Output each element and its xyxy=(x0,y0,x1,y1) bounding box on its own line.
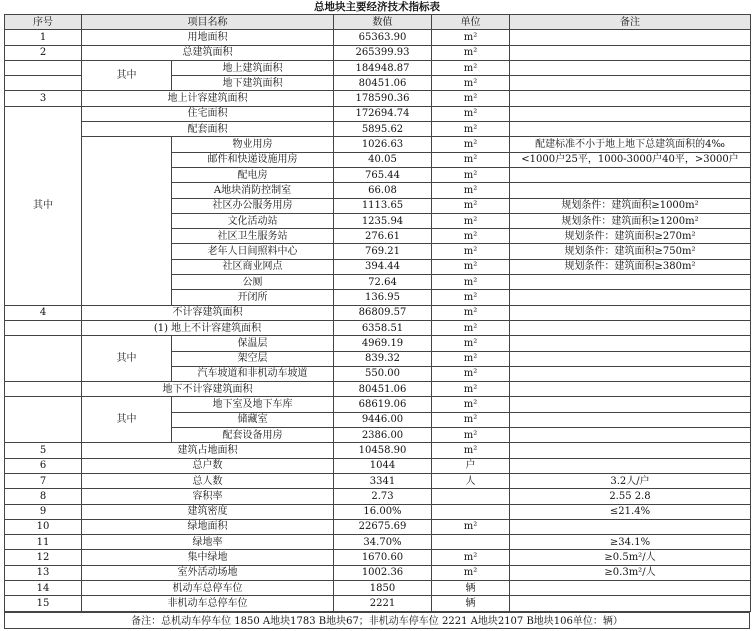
table-row xyxy=(5,382,751,397)
row-unit: m² xyxy=(432,443,510,458)
row-value: 10458.90 xyxy=(334,443,432,458)
row-name: A地块消防控制室 xyxy=(172,183,334,198)
table-row xyxy=(5,504,751,519)
row-unit xyxy=(432,489,510,504)
row-no: 15 xyxy=(5,596,82,611)
row-name: 建筑占地面积 xyxy=(82,443,334,458)
table-row xyxy=(5,596,751,611)
row-value: 68619.06 xyxy=(334,397,432,412)
row-no: 7 xyxy=(5,473,82,488)
row-note xyxy=(510,275,751,290)
row-value: 769.21 xyxy=(334,244,432,259)
row-note: ≤21.4% xyxy=(510,504,751,519)
table-row xyxy=(5,122,751,137)
row-value: 6358.51 xyxy=(334,320,432,335)
row-name: 开闭所 xyxy=(172,290,334,305)
row-unit: m² xyxy=(432,60,510,75)
row-no xyxy=(5,320,82,335)
row-unit: m² xyxy=(432,412,510,427)
sub-label: 其中 xyxy=(82,60,172,91)
row-name: 室外活动场地 xyxy=(82,565,334,580)
row-name: 邮件和快递设施用房 xyxy=(172,152,334,167)
row-no: 6 xyxy=(5,458,82,473)
row-unit: m² xyxy=(432,320,510,335)
table-row xyxy=(5,45,751,60)
row-value: 839.32 xyxy=(334,351,432,366)
row-no: 10 xyxy=(5,519,82,534)
row-value: 72.64 xyxy=(334,275,432,290)
table-row xyxy=(5,305,751,320)
row-note xyxy=(510,106,751,121)
row-value: 184948.87 xyxy=(334,60,432,75)
table-row xyxy=(5,565,751,580)
row-note xyxy=(510,366,751,381)
row-value: 1850 xyxy=(334,580,432,595)
row-note: ≥0.5m²/人 xyxy=(510,550,751,565)
row-name: 社区卫生服务站 xyxy=(172,229,334,244)
row-name: 社区办公服务用房 xyxy=(172,198,334,213)
row-unit: m² xyxy=(432,382,510,397)
row-unit: m² xyxy=(432,152,510,167)
row-note: 配建标准不小于地上地下总建筑面积的4‰ xyxy=(510,137,751,152)
row-name: 用地面积 xyxy=(82,30,334,45)
indicator-table xyxy=(4,14,751,612)
sub-group-cell xyxy=(82,137,172,305)
row-value: 265399.93 xyxy=(334,45,432,60)
row-no: 11 xyxy=(5,535,82,550)
table-row xyxy=(5,30,751,45)
row-unit: m² xyxy=(432,30,510,45)
row-note: <1000户25平，1000-3000户40平，>3000户 xyxy=(510,152,751,167)
sub-label: 其中 xyxy=(82,336,172,382)
row-unit: m² xyxy=(432,565,510,580)
row-name: 老年人日间照料中心 xyxy=(172,244,334,259)
row-note xyxy=(510,428,751,443)
row-unit: m² xyxy=(432,213,510,228)
row-no: 2 xyxy=(5,45,82,60)
row-value: 80451.06 xyxy=(334,76,432,91)
row-name: 建筑密度 xyxy=(82,504,334,519)
row-note xyxy=(510,290,751,305)
row-name: 机动车总停车位 xyxy=(82,580,334,595)
row-note xyxy=(510,458,751,473)
row-unit: 辆 xyxy=(432,596,510,611)
row-note: 2.55 2.8 xyxy=(510,489,751,504)
row-unit: m² xyxy=(432,137,510,152)
row-note: 规划条件：建筑面积≥270m² xyxy=(510,229,751,244)
row-value: 1026.63 xyxy=(334,137,432,152)
row-unit: m² xyxy=(432,366,510,381)
row-name: 总建筑面积 xyxy=(82,45,334,60)
row-note xyxy=(510,305,751,320)
row-value: 178590.36 xyxy=(334,91,432,106)
row-no: 3 xyxy=(5,91,82,106)
row-unit: m² xyxy=(432,290,510,305)
row-name: 地上建筑面积 xyxy=(172,60,334,75)
row-unit: m² xyxy=(432,45,510,60)
row-value: 765.44 xyxy=(334,167,432,182)
row-name: 文化活动站 xyxy=(172,213,334,228)
row-name: 社区商业网点 xyxy=(172,259,334,274)
row-note xyxy=(510,397,751,412)
row-no xyxy=(5,382,82,397)
row-unit: m² xyxy=(432,244,510,259)
row-no xyxy=(5,336,82,382)
row-value: 65363.90 xyxy=(334,30,432,45)
row-unit: m² xyxy=(432,519,510,534)
row-note: 规划条件：建筑面积≥1200m² xyxy=(510,213,751,228)
table-row xyxy=(5,473,751,488)
row-no xyxy=(5,60,82,75)
table-row xyxy=(5,137,751,152)
row-value: 2.73 xyxy=(334,489,432,504)
row-name: 架空层 xyxy=(172,351,334,366)
row-name: 配套面积 xyxy=(82,122,334,137)
row-value: 86809.57 xyxy=(334,305,432,320)
row-name: 地下建筑面积 xyxy=(172,76,334,91)
row-no: 1 xyxy=(5,30,82,45)
row-note xyxy=(510,183,751,198)
row-name: 集中绿地 xyxy=(82,550,334,565)
row-name: 地上计容建筑面积 xyxy=(82,91,334,106)
row-unit: m² xyxy=(432,351,510,366)
row-name: 地下不计容建筑面积 xyxy=(82,382,334,397)
row-name: 总户数 xyxy=(82,458,334,473)
row-note: 规划条件：建筑面积≥380m² xyxy=(510,259,751,274)
row-no: 4 xyxy=(5,305,82,320)
row-note xyxy=(510,320,751,335)
row-note xyxy=(510,519,751,534)
row-note xyxy=(510,351,751,366)
footer-note: 备注：总机动车停车位 1850 A地块1783 B地块67；非机动车停车位 2221 A地块2107 B地块106单位：辆） xyxy=(4,612,750,629)
header-row xyxy=(5,15,751,30)
header-item: 项目名称 xyxy=(82,15,334,30)
row-value: 136.95 xyxy=(334,290,432,305)
row-unit: 人 xyxy=(432,473,510,488)
row-value: 4969.19 xyxy=(334,336,432,351)
table-row xyxy=(5,91,751,106)
table-row xyxy=(5,550,751,565)
table-row xyxy=(5,535,751,550)
row-note: 规划条件：建筑面积≥1000m² xyxy=(510,198,751,213)
table-row xyxy=(5,580,751,595)
row-value: 5895.62 xyxy=(334,122,432,137)
row-unit xyxy=(432,535,510,550)
row-name: 容积率 xyxy=(82,489,334,504)
row-unit: m² xyxy=(432,397,510,412)
table-row xyxy=(5,397,751,412)
row-unit: m² xyxy=(432,336,510,351)
row-unit xyxy=(432,504,510,519)
row-note xyxy=(510,336,751,351)
row-note xyxy=(510,596,751,611)
table-row xyxy=(5,519,751,534)
row-value: 34.70% xyxy=(334,535,432,550)
row-unit: m² xyxy=(432,550,510,565)
row-value: 9446.00 xyxy=(334,412,432,427)
row-value: 1002.36 xyxy=(334,565,432,580)
row-name: 物业用房 xyxy=(172,137,334,152)
row-unit: m² xyxy=(432,229,510,244)
row-name: 地下室及地下车库 xyxy=(172,397,334,412)
row-value: 2221 xyxy=(334,596,432,611)
row-unit: m² xyxy=(432,428,510,443)
row-note xyxy=(510,382,751,397)
row-value: 3341 xyxy=(334,473,432,488)
row-note xyxy=(510,30,751,45)
row-value: 2386.00 xyxy=(334,428,432,443)
row-unit: m² xyxy=(432,167,510,182)
table-row xyxy=(5,443,751,458)
row-note: 3.2人/户 xyxy=(510,473,751,488)
row-value: 1670.60 xyxy=(334,550,432,565)
row-name: 储藏室 xyxy=(172,412,334,427)
row-value: 394.44 xyxy=(334,259,432,274)
row-note: ≥34.1% xyxy=(510,535,751,550)
row-name: 不计容建筑面积 xyxy=(82,305,334,320)
row-note xyxy=(510,580,751,595)
row-name: 汽车坡道和非机动车坡道 xyxy=(172,366,334,381)
row-unit: m² xyxy=(432,198,510,213)
row-no: 12 xyxy=(5,550,82,565)
row-value: 22675.69 xyxy=(334,519,432,534)
row-name: (1) 地上不计容建筑面积 xyxy=(82,320,334,335)
row-note xyxy=(510,91,751,106)
row-unit: m² xyxy=(432,76,510,91)
row-value: 80451.06 xyxy=(334,382,432,397)
row-no xyxy=(5,397,82,443)
row-no: 13 xyxy=(5,565,82,580)
table-row xyxy=(5,458,751,473)
table-row xyxy=(5,60,751,75)
sub-label: 其中 xyxy=(5,106,82,305)
row-value: 1113.65 xyxy=(334,198,432,213)
row-no: 5 xyxy=(5,443,82,458)
row-note xyxy=(510,76,751,91)
header-value: 数值 xyxy=(334,15,432,30)
row-value: 1044 xyxy=(334,458,432,473)
table-title: 总地块主要经济技术指标表 xyxy=(314,1,440,13)
row-name: 配套设备用房 xyxy=(172,428,334,443)
row-unit: m² xyxy=(432,91,510,106)
row-unit: m² xyxy=(432,122,510,137)
row-value: 172694.74 xyxy=(334,106,432,121)
table-row xyxy=(5,489,751,504)
sub-label: 其中 xyxy=(82,397,172,443)
row-note xyxy=(510,60,751,75)
table-row xyxy=(5,106,751,121)
row-no: 8 xyxy=(5,489,82,504)
row-unit: m² xyxy=(432,259,510,274)
row-value: 16.00% xyxy=(334,504,432,519)
row-note: 规划条件：建筑面积≥750m² xyxy=(510,244,751,259)
row-name: 绿地率 xyxy=(82,535,334,550)
row-name: 配电房 xyxy=(172,167,334,182)
row-note: ≥0.3m²/人 xyxy=(510,565,751,580)
row-note xyxy=(510,412,751,427)
row-value: 276.61 xyxy=(334,229,432,244)
row-unit: m² xyxy=(432,106,510,121)
row-no: 9 xyxy=(5,504,82,519)
table-row xyxy=(5,320,751,335)
row-name: 公厕 xyxy=(172,275,334,290)
table-row xyxy=(5,336,751,351)
row-unit: 辆 xyxy=(432,580,510,595)
row-note xyxy=(510,443,751,458)
row-value: 40.05 xyxy=(334,152,432,167)
row-unit: m² xyxy=(432,183,510,198)
header-note: 备注 xyxy=(510,15,751,30)
header-unit: 单位 xyxy=(432,15,510,30)
row-name: 保温层 xyxy=(172,336,334,351)
row-name: 非机动车总停车位 xyxy=(82,596,334,611)
row-note xyxy=(510,167,751,182)
row-unit: m² xyxy=(432,275,510,290)
row-note xyxy=(510,45,751,60)
row-unit: 户 xyxy=(432,458,510,473)
row-value: 66.08 xyxy=(334,183,432,198)
row-name: 住宅面积 xyxy=(82,106,334,121)
row-no xyxy=(5,76,82,91)
row-name: 总人数 xyxy=(82,473,334,488)
row-no: 14 xyxy=(5,580,82,595)
row-name: 绿地面积 xyxy=(82,519,334,534)
row-note xyxy=(510,122,751,137)
row-value: 550.00 xyxy=(334,366,432,381)
row-value: 1235.94 xyxy=(334,213,432,228)
row-unit: m² xyxy=(432,305,510,320)
header-no: 序号 xyxy=(5,15,82,30)
